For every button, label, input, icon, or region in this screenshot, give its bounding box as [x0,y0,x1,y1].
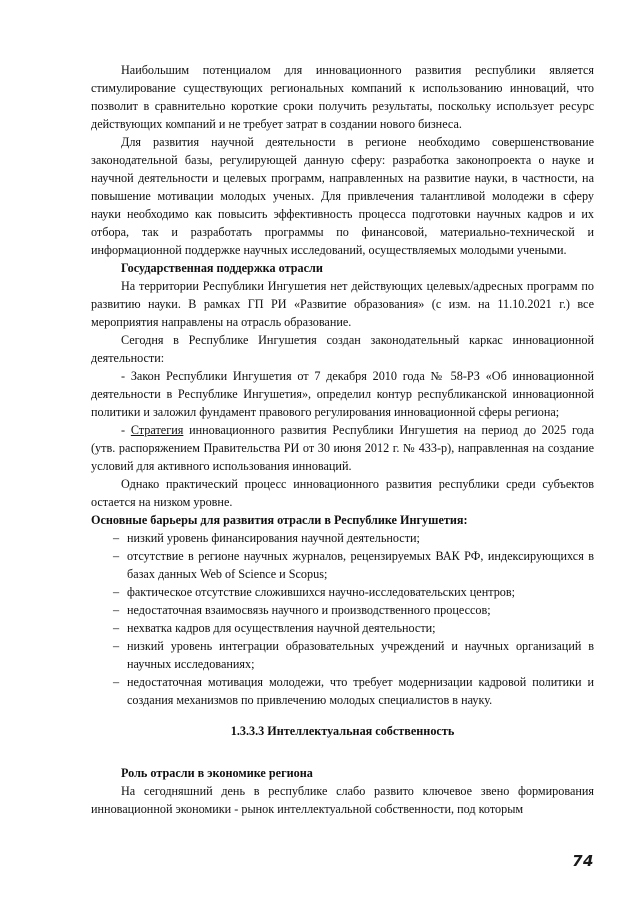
paragraph-strategy [91,421,594,475]
document-body [91,61,594,818]
paragraph-law-58rz: - Закон Республики Ингушетия от 7 декабря 2010 года № 58-РЗ «Об инновационной деятельности в Республике Ингушетия», определил контур республиканской инновационной политики и заложил фундамент правового регулирования инновационной сферы региона; [91,369,594,419]
dash-marker: – [113,585,120,599]
dash-marker: – [113,639,120,653]
subheading-state-support: Государственная поддержка отрасли [121,261,323,275]
dash-marker: – [113,621,120,635]
section-title: 1.3.3.3 Интеллектуальная собственность [230,724,455,738]
paragraph-legal-framework: Сегодня в Республике Ингушетия создан законодательный каркас инновационной деятельности: [91,333,594,365]
page-number: 74 [572,852,594,870]
dash-marker: – [113,549,120,563]
strategy-rest: инновационного развития Республики Ингушетия на период до 2025 года (утв. распоряжением Правительства РИ от 30 июня 2012 г. № 433-р), направленная на создание условий для активного использования инноваций. [91,423,594,473]
dash-marker: – [113,675,120,689]
list-item: – низкий уровень интеграции образовательных учреждений и научных организаций в научных исследованиях; [113,639,594,671]
paragraph-innovation-potential: Наибольшим потенциалом для инновационного развития республики является стимулирование существующих региональных компаний к использованию инноваций, что позволит в сравнительно короткие сроки получить результаты, поскольку использует ресурс действующих компаний и не требует затрат в создании нового бизнеса. [91,63,594,131]
paragraph-no-programs: На территории Республики Ингушетия нет действующих целевых/адресных программ по развитию науки. В рамках ГП РИ «Развитие образования» (с изм. на 11.10.2021 г.) все мероприятия направлены на отрасль образование. [91,279,594,329]
list-item: – нехватка кадров для осуществления научной деятельности; [113,621,436,635]
list-item: – отсутствие в регионе научных журналов, рецензируемых ВАК РФ, индексирующихся в базах данных Web of Science и Scopus; [113,549,594,581]
dash-marker: – [113,531,120,545]
subheading-role: Роль отрасли в экономике региона [121,766,313,780]
paragraph-science-development: Для развития научной деятельности в регионе необходимо совершенствование законодательной базы, регулирующей данную сферу: разработка законопроекта о науке и научной деятельности и целевых программ, направленных на развитие науки, в частности, на повышение мотивации молодых ученых. Для привлечения талантливой молодежи в сферу науки необходимо как повысить эффективность процесса подготовки научных кадров и их отбора, так и разработать программы по финансовой, материально-технической и информационной поддержке научных исследований, осуществляемых молодыми учеными. [91,135,594,257]
list-item: – недостаточная мотивация молодежи, что требует модернизации кадровой политики и создания механизмов по привлечению молодых специалистов в науку. [113,675,594,707]
list-item: – фактическое отсутствие сложившихся научно-исследовательских центров; [113,585,516,599]
list-item: – недостаточная взаимосвязь научного и производственного процессов; [113,603,491,617]
strategy-link[interactable]: Стратегия [130,423,184,437]
strategy-prefix: - [121,423,131,437]
paragraph-ip-market: На сегодняшний день в республике слабо развито ключевое звено формирования инновационной экономики - рынок интеллектуальной собственности, под которым [91,784,594,816]
list-item: – низкий уровень финансирования научной деятельности; [113,531,420,545]
barriers-list [91,529,594,709]
dash-marker: – [113,603,120,617]
paragraph-low-level: Однако практический процесс инновационного развития республики среди субъектов остается на низком уровне. [91,477,594,509]
heading-barriers: Основные барьеры для развития отрасли в Республике Ингушетия: [91,513,468,527]
